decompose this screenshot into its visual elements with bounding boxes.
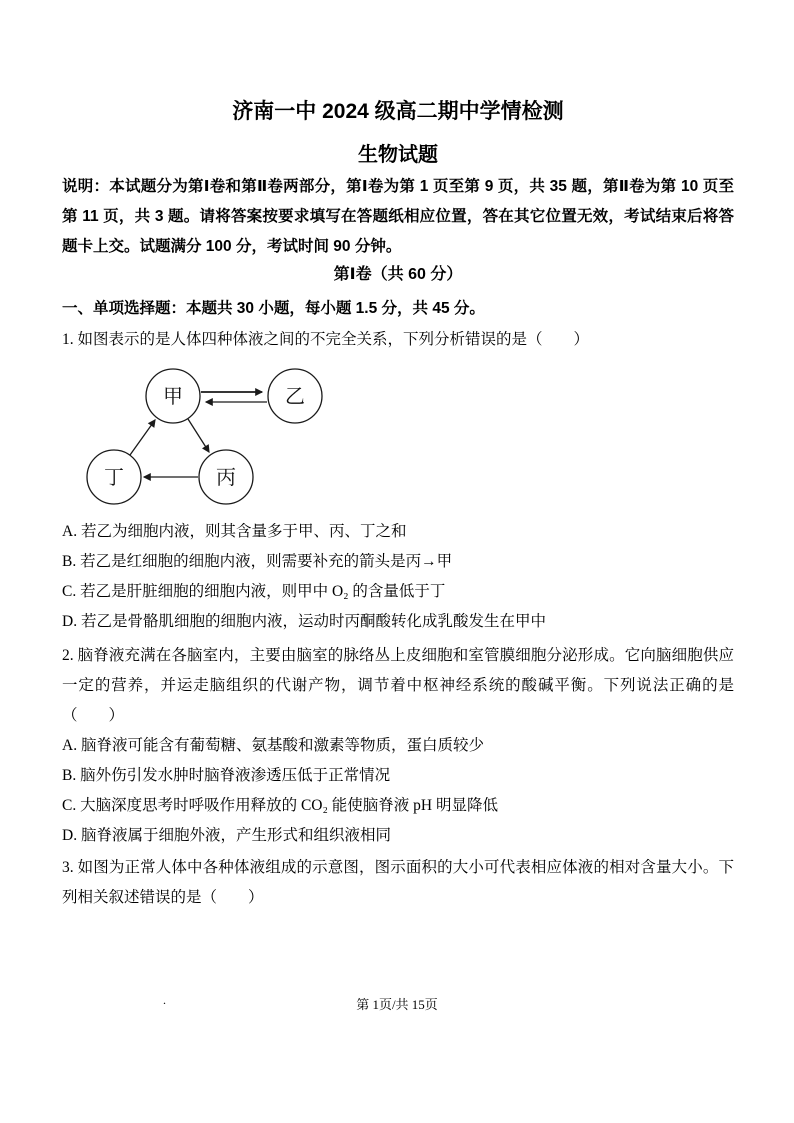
question-1-option-b: B. 若乙是红细胞的细胞内液，则需要补充的箭头是丙→甲 <box>62 553 453 570</box>
body-fluid-relationship-diagram <box>80 362 335 507</box>
exam-instructions: 说明：本试题分为第Ⅰ卷和第Ⅱ卷两部分，第Ⅰ卷为第 1 页至第 9 页，共 35 题，第Ⅱ卷为第 10 页至第 11 页，共 3 题。请将答案按要求填写在答题纸相应位置，答在其它位置无效，考试结束后将答题卡上交。试题满分 100 分，考试时间 90 分钟。 <box>62 178 734 255</box>
question-2-option-d: D. 脑脊液属于细胞外液，产生形式和组织液相同 <box>62 827 391 844</box>
question-1-option-c: C. 若乙是肝脏细胞的细胞内液，则甲中 O₂ 的含量低于丁 <box>62 583 446 600</box>
question-2-text: 2. 脑脊液充满在各脑室内，主要由脑室的脉络丛上皮细胞和室管膜细胞分泌形成。它向脑细胞供应一定的营养，并运走脑组织的代谢产物，调节着中枢神经系统的酸碱平衡。下列说法正确的是（ ） <box>62 647 734 724</box>
page-title: 济南一中 2024 级高二期中学情检测 <box>232 100 564 123</box>
stray-mark: . <box>163 993 166 1007</box>
question-1-text: 1. 如图表示的是人体四种体液之间的不完全关系，下列分析错误的是（ ） <box>62 331 590 348</box>
arrow-ding-to-jia <box>130 420 155 455</box>
label-bing: 丙 <box>216 467 236 489</box>
volume-heading: 第Ⅰ卷（共 60 分） <box>333 266 463 283</box>
page-subtitle: 生物试题 <box>358 144 438 166</box>
question-3-text: 3. 如图为正常人体中各种体液组成的示意图，图示面积的大小可代表相应体液的相对含量大小。下列相关叙述错误的是（ ） <box>62 859 734 906</box>
question-1-option-a: A. 若乙为细胞内液，则其含量多于甲、丙、丁之和 <box>62 523 407 540</box>
arrow-jia-to-bing <box>188 419 209 452</box>
question-1-option-d: D. 若乙是骨骼肌细胞的细胞内液，运动时丙酮酸转化成乳酸发生在甲中 <box>62 613 546 630</box>
label-jia: 甲 <box>163 386 183 408</box>
page-footer: 第 1页/共 15页 <box>356 997 438 1012</box>
section-heading: 一、单项选择题：本题共 30 小题，每小题 1.5 分，共 45 分。 <box>62 300 485 317</box>
question-2-option-c: C. 大脑深度思考时呼吸作用释放的 CO₂ 能使脑脊液 pH 明显降低 <box>62 797 498 814</box>
label-ding: 丁 <box>104 467 124 489</box>
question-2-option-b: B. 脑外伤引发水肿时脑脊液渗透压低于正常情况 <box>62 767 391 784</box>
question-2-option-a: A. 脑脊液可能含有葡萄糖、氨基酸和激素等物质，蛋白质较少 <box>62 737 484 754</box>
label-yi: 乙 <box>285 386 305 408</box>
